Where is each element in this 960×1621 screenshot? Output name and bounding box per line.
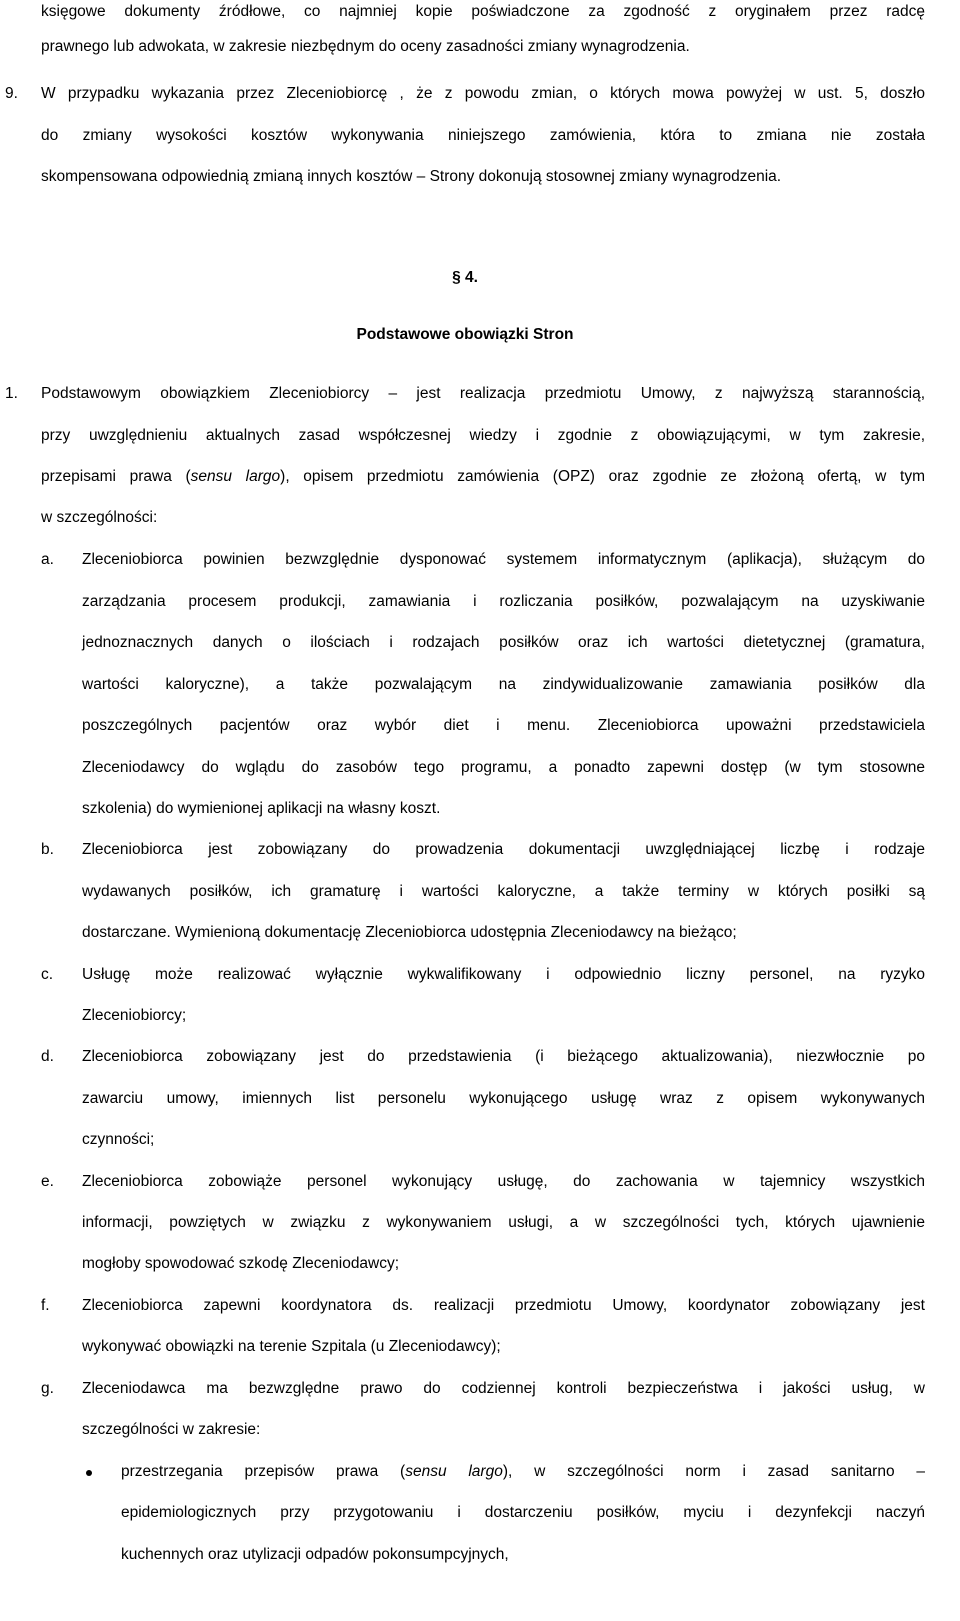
list-item-line: Zleceniobiorca zobowiąże personel wykonujący usługę, do zachowania w tajemnicy wszystkich bbox=[82, 1173, 925, 1190]
italic-term: sensu largo bbox=[190, 468, 281, 485]
section-number: § 4. bbox=[452, 269, 478, 286]
section-title: Podstawowe obowiązki Stron bbox=[356, 326, 574, 343]
list-marker: a. bbox=[41, 551, 54, 568]
list-marker: f. bbox=[41, 1297, 50, 1314]
list-item-line: Zleceniobiorca zapewni koordynatora ds. realizacji przedmiotu Umowy, koordynator zobowiązany jest bbox=[82, 1297, 925, 1314]
list-marker: e. bbox=[41, 1173, 54, 1190]
paragraph-line: prawnego lub adwokata, w zakresie niezbędnym do oceny zasadności zmiany wynagrodzenia. bbox=[41, 38, 690, 55]
paragraph-line: w szczególności: bbox=[41, 509, 158, 526]
text-run: przestrzegania przepisów prawa ( bbox=[121, 1463, 406, 1480]
list-item-line: Zleceniobiorca zobowiązany jest do przedstawienia (i bieżącego aktualizowania), niezwłocznie po bbox=[82, 1048, 925, 1065]
list-item-line: zarządzania procesem produkcji, zamawiania i rozliczania posiłków, pozwalającym na uzyskiwanie bbox=[82, 593, 925, 610]
list-item-line: wartości kaloryczne), a także pozwalającym na zindywidualizowanie zamawiania posiłków dla bbox=[82, 676, 925, 693]
list-item-line: szczególności w zakresie: bbox=[82, 1421, 261, 1438]
list-item-line: czynności; bbox=[82, 1131, 155, 1148]
list-item-line: Usługę może realizować wyłącznie wykwalifikowany i odpowiednio liczny personel, na ryzyko bbox=[82, 966, 925, 983]
list-item-line: Zleceniodawcy do wglądu do zasobów tego programu, a ponadto zapewni dostęp (w tym stosowne bbox=[82, 759, 925, 776]
list-item-line: mogłoby spowodować szkodę Zleceniodawcy; bbox=[82, 1255, 400, 1272]
paragraph-line: W przypadku wykazania przez Zleceniobiorcę , że z powodu zmian, o których mowa powyżej w ust. 5, doszło bbox=[41, 85, 925, 102]
list-item-line: poszczególnych pacjentów oraz wybór diet i menu. Zleceniobiorca upoważni przedstawiciela bbox=[82, 717, 925, 734]
bullet-icon bbox=[86, 1470, 92, 1476]
paragraph-line: przy uwzględnieniu aktualnych zasad współczesnej wiedzy i zgodnie z obowiązującymi, w tym zakresie, bbox=[41, 427, 925, 444]
list-marker: c. bbox=[41, 966, 54, 983]
text-run: ), opisem przedmiotu zamówienia (OPZ) oraz zgodnie ze złożoną ofertą, w tym bbox=[280, 468, 925, 485]
list-item-line: Zleceniobiorca jest zobowiązany do prowadzenia dokumentacji uwzględniającej liczbę i rodzaje bbox=[82, 841, 925, 858]
list-item-line: zawarciu umowy, imiennych list personelu wykonującego usługę wraz z opisem wykonywanych bbox=[82, 1090, 925, 1107]
bullet-item-line bbox=[121, 1462, 925, 1482]
paragraph-line: skompensowana odpowiednią zmianą innych kosztów – Strony dokonują stosownej zmiany wynagrodzenia. bbox=[41, 168, 782, 185]
bullet-item-line: kuchennych oraz utylizacji odpadów pokonsumpcyjnych, bbox=[121, 1546, 509, 1563]
list-marker: g. bbox=[41, 1380, 54, 1397]
italic-term: sensu largo bbox=[405, 1463, 503, 1480]
list-item-line: wydawanych posiłków, ich gramaturę i wartości kaloryczne, a także terminy w których posiłki są bbox=[82, 883, 925, 900]
list-marker: b. bbox=[41, 841, 54, 858]
list-item-line: wykonywać obowiązki na terenie Szpitala (u Zleceniodawcy); bbox=[82, 1338, 501, 1355]
text-run: ), w szczególności norm i zasad sanitarno – bbox=[502, 1463, 925, 1480]
list-item-line: Zleceniobiorca powinien bezwzględnie dysponować systemem informatycznym (aplikacja), służącym do bbox=[82, 551, 925, 568]
list-item-line: szkolenia) do wymienionej aplikacji na własny koszt. bbox=[82, 800, 441, 817]
paragraph-line: Podstawowym obowiązkiem Zleceniobiorcy – jest realizacja przedmiotu Umowy, z najwyższą starannością, bbox=[41, 385, 925, 402]
list-item-line: Zleceniodawca ma bezwzględne prawo do codziennej kontroli bezpieczeństwa i jakości usług, w bbox=[82, 1380, 925, 1397]
item-number: 9. bbox=[5, 85, 18, 102]
paragraph-line: do zmiany wysokości kosztów wykonywania niniejszego zamówienia, która to zmiana nie została bbox=[41, 127, 925, 144]
text-run: przepisami prawa ( bbox=[41, 468, 191, 485]
bullet-item-line: epidemiologicznych przy przygotowaniu i dostarczeniu posiłków, myciu i dezynfekcji naczyń bbox=[121, 1504, 925, 1521]
list-item-line: jednoznacznych danych o ilościach i rodzajach posiłków oraz ich wartości dietetycznej (gramatura, bbox=[82, 634, 925, 651]
list-marker: d. bbox=[41, 1048, 54, 1065]
paragraph-line bbox=[41, 467, 925, 487]
item-number: 1. bbox=[5, 385, 18, 402]
list-item-line: dostarczane. Wymienioną dokumentację Zleceniobiorca udostępnia Zleceniodawcy na bieżąco; bbox=[82, 924, 737, 941]
paragraph-line: księgowe dokumenty źródłowe, co najmniej kopie poświadczone za zgodność z oryginałem przez radcę bbox=[41, 3, 925, 20]
list-item-line: Zleceniobiorcy; bbox=[82, 1007, 187, 1024]
list-item-line: informacji, powziętych w związku z wykonywaniem usługi, a w szczególności tych, których ujawnienie bbox=[82, 1214, 925, 1231]
